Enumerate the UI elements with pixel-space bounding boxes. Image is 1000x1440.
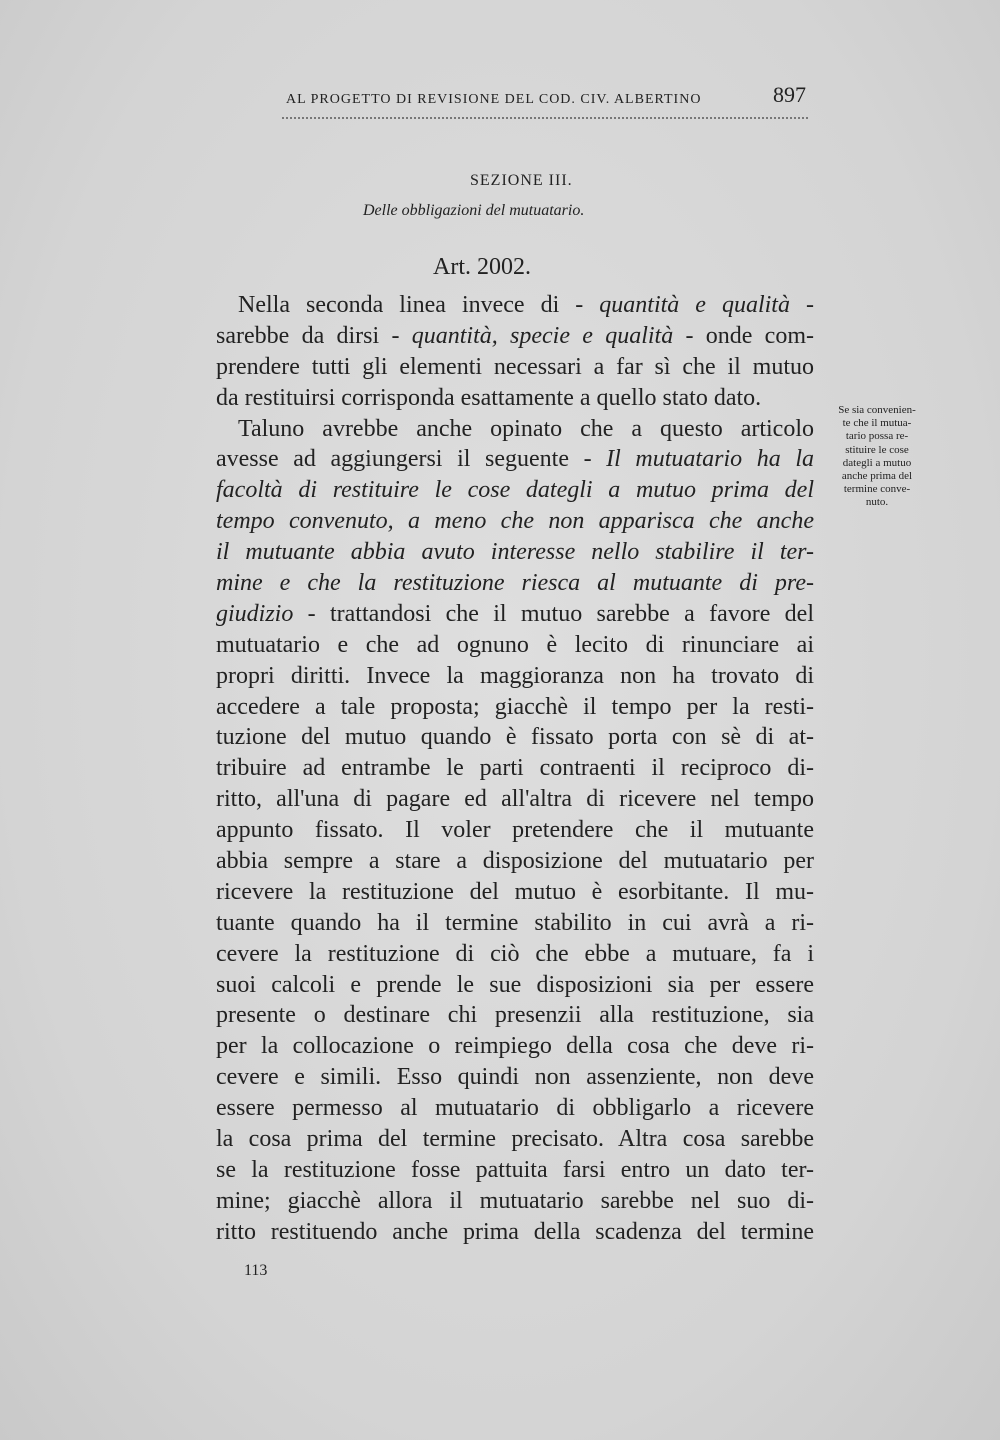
body-run: Taluno avrebbe anche opinato che a questo articolo	[238, 415, 814, 442]
running-title: AL PROGETTO DI REVISIONE DEL COD. CIV. ALBERTINO	[286, 92, 702, 107]
body-italic-run: quantità, specie e qualità	[411, 322, 674, 349]
body-run: presente o destinare chi presenzii alla restituzione, sia	[216, 1002, 814, 1029]
body-line	[216, 815, 814, 846]
body-run: accedere a tale proposta; giacchè il tempo per la resti-	[216, 693, 814, 720]
body-line	[216, 1217, 814, 1248]
margin-note-line: anche prima del	[841, 470, 913, 483]
body-italic-run: quantità e qualità	[599, 292, 790, 318]
body-run: avesse ad aggiungersi il seguente -	[216, 446, 607, 473]
body-run: cevere la restituzione di ciò che ebbe a mutuare, fa i	[216, 940, 814, 967]
body-line	[216, 568, 814, 599]
body-run: suoi calcoli e prende le sue disposizioni sia per essere	[216, 971, 814, 998]
body-line	[216, 630, 814, 661]
body-run: mine; giacchè allora il mutuatario sarebbe nel suo di-	[216, 1187, 814, 1214]
body-run: da restituirsi corrisponda esattamente a quello stato dato.	[216, 384, 762, 411]
body-run: se la restituzione fosse pattuita farsi entro un dato ter-	[216, 1156, 814, 1183]
body-line	[216, 722, 814, 753]
body-line	[216, 939, 814, 970]
body-run: tuante quando ha il termine stabilito in cui avrà a ri-	[216, 909, 814, 936]
body-run: essere permesso al mutuatario di obbligarlo a ricevere	[216, 1095, 814, 1122]
body-italic-run: facoltà di restituire le cose dategli a mutuo prima del	[216, 477, 814, 504]
body-run: propri diritti. Invece la maggioranza non ha trovato di	[216, 662, 814, 689]
body-line	[216, 537, 814, 568]
body-line	[216, 414, 814, 445]
body-text	[216, 290, 814, 1248]
body-line	[216, 784, 814, 815]
body-line	[216, 1031, 814, 1062]
body-run: mutuatario e che ad ognuno è lecito di rinunciare ai	[216, 631, 814, 658]
body-line	[216, 1093, 814, 1124]
body-line	[216, 352, 814, 383]
body-line	[216, 475, 814, 506]
body-line	[216, 1155, 814, 1186]
article-title: Art. 2002.	[433, 254, 531, 280]
section-label: SEZIONE III.	[470, 172, 573, 189]
body-line	[216, 383, 814, 414]
body-line	[216, 321, 814, 352]
body-line	[216, 599, 814, 630]
body-line	[216, 753, 814, 784]
body-run: - trattandosi che il mutuo sarebbe a favore del	[293, 600, 814, 627]
body-run: ricevere la restituzione del mutuo è esorbitante. Il mu-	[216, 878, 814, 905]
body-line	[216, 908, 814, 939]
body-italic-run: il mutuante abbia avuto interesse nello stabilire il ter-	[216, 539, 814, 566]
margin-note	[820, 404, 934, 510]
body-run: Nella seconda linea invece di -	[238, 292, 600, 318]
body-line	[216, 970, 814, 1001]
body-run: per la collocazione o reimpiego della cosa che deve ri-	[216, 1033, 814, 1060]
margin-note-line: nuto.	[865, 496, 889, 509]
body-run: prendere tutti gli elementi necessari a far sì che il mutuo	[216, 353, 814, 380]
body-run: - onde com-	[673, 322, 814, 349]
body-italic-run: giudizio	[216, 600, 294, 627]
body-line	[216, 692, 814, 723]
body-line	[216, 1062, 814, 1093]
header-rule	[282, 117, 808, 119]
body-italic-run: tempo convenuto, a meno che non apparisca che anche	[216, 508, 814, 535]
body-run: tuzione del mutuo quando è fissato porta con sè di at-	[216, 724, 814, 751]
body-run: cevere e simili. Esso quindi non assenziente, non deve	[216, 1064, 814, 1091]
body-line	[216, 444, 814, 475]
body-line	[216, 877, 814, 908]
body-run: ritto restituendo anche prima della scadenza del termine	[216, 1218, 814, 1245]
body-line	[216, 506, 814, 537]
margin-note-line: Se sia convenien-	[838, 404, 916, 416]
margin-note-line: termine conve-	[843, 483, 911, 496]
body-line	[216, 846, 814, 877]
body-italic-run: Il mutuatario ha la	[606, 446, 814, 473]
section-title: Delle obbligazioni del mutuatario.	[363, 202, 585, 219]
body-run: ritto, all'una di pagare ed all'altra di ricevere nel tempo	[216, 786, 814, 813]
body-run: sarebbe da dirsi -	[216, 322, 412, 349]
margin-note-line: te che il mutua-	[842, 417, 912, 430]
signature-mark: 113	[244, 1262, 268, 1279]
margin-note-line: stituire le cose	[845, 443, 909, 456]
body-run: abbia sempre a stare a disposizione del mutuatario per	[216, 848, 814, 875]
body-line	[216, 661, 814, 692]
page-number: 897	[773, 82, 806, 107]
body-line	[216, 290, 814, 321]
body-italic-run: mine e che la restituzione riesca al mutuante di pre-	[216, 570, 814, 597]
body-run: -	[789, 292, 814, 318]
margin-note-line: tario possa re-	[845, 430, 909, 443]
body-line	[216, 1000, 814, 1031]
body-run: la cosa prima del termine precisato. Altra cosa sarebbe	[216, 1126, 814, 1153]
body-line	[216, 1124, 814, 1155]
body-run: tribuire ad entrambe le parti contraenti il reciproco di-	[216, 755, 814, 782]
running-head	[286, 82, 810, 112]
body-line	[216, 1186, 814, 1217]
body-run: appunto fissato. Il voler pretendere che il mutuante	[216, 817, 814, 844]
margin-note-line: dategli a mutuo	[842, 456, 912, 469]
